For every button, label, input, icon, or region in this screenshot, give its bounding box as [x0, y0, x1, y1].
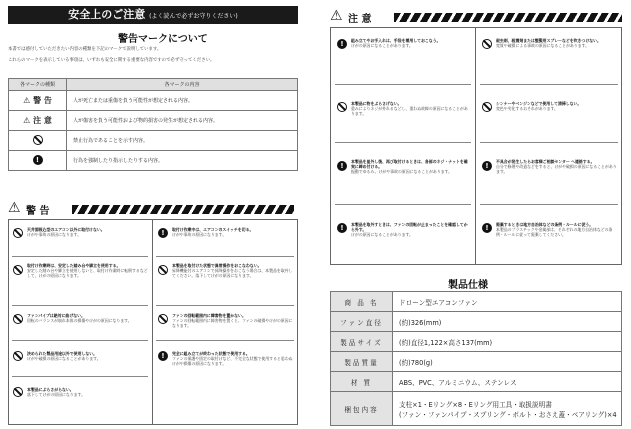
prohibition-icon [13, 387, 23, 397]
mark-caution: ⚠ 注 意 [9, 111, 67, 131]
caution-item: 不具合が発生したらお客様ご相談センター へ連絡する。 自分で修理や改造などをすると、けがや破損の原因になることがあります。 [496, 159, 617, 174]
warning-item: 取付け作業中は、エアコンのスイッチを切る。 けがや事故の原因になります。 [172, 227, 254, 237]
prohibition-icon [158, 314, 168, 324]
mark-warning: ⚠ 警 告 [9, 91, 67, 111]
spec-row: 材 質 ABS、PVC、アルミニウム、ステンレス [331, 372, 622, 392]
divider [335, 84, 471, 85]
mark-prohibition [9, 131, 67, 151]
warning-item: 完全に組み立てが終わった状態で使用する。 ファンの保護や固定の取付けなど、不完全な状態で使用すると思わぬけがや損傷の原因になります。 [172, 351, 293, 366]
mark-mandatory [9, 151, 67, 171]
divider [156, 340, 294, 341]
prohibition-icon [482, 39, 492, 49]
divider [12, 256, 148, 257]
mandatory-icon: ! [482, 223, 492, 233]
divider [12, 340, 148, 341]
divider [156, 305, 294, 306]
warning-item: 本製品を取付けた状態で異常操作をおこなわない。 昇降機能付のエアコンで昇降操作をおこなう場合は、本製品を取外してください。落下してけがの原因になります。 [172, 263, 293, 278]
spec-row: 製品質量 (約)780(g) [331, 352, 622, 372]
marks-intro-1: 本書では感付していただきたい内容の種類を下記のマークで説明しています。 [8, 47, 162, 52]
mark-warning-text: 人が死亡または重傷を負う可能性が想定される内容。 [67, 91, 298, 111]
spec-row: ファン直径 (約)326(mm) [331, 312, 622, 332]
prohibition-icon [13, 228, 23, 238]
divider [480, 204, 618, 205]
divider [12, 305, 148, 306]
divider [12, 376, 148, 377]
spec-row: 商 品 名 ドローン型エアコンファン [331, 292, 622, 312]
warning-triangle-icon: ⚠ [330, 8, 343, 24]
mandatory-icon: ! [158, 351, 168, 361]
warning-triangle-icon: ⚠ [23, 116, 31, 125]
spec-row: 梱包内容 支柱×1・Eリング×8・Eリング用工具・取扱説明書 (ファン・ファンパイプ・スプリング・ボルト・おさえ蓋・ベアリング)×4 [331, 392, 622, 426]
mandatory-icon: ! [337, 39, 347, 49]
prohibition-icon [33, 135, 43, 145]
warning-item: 天井面吸込型のエアコン以外に取付けない。 けがや事故の原因になります。 [27, 227, 105, 237]
caution-item: 殺虫剤、殺菌剤または整髪用スプレーなどを吹きつけない。 変質や破損による事故の原因になることがあります。 [496, 38, 601, 48]
mandatory-icon: ! [337, 161, 347, 171]
prohibition-icon [13, 265, 23, 275]
mandatory-icon: ! [33, 155, 43, 165]
divider [156, 256, 294, 257]
spec-row: 製品サイズ (約)直径1,122×高さ137(mm) [331, 332, 622, 352]
spec-table [330, 291, 622, 426]
safety-title-bar [8, 6, 298, 24]
warning-item: ファンの回転範囲内に障害物を置かない。 ファンの回転範囲内に障害物を置くと、ファンの破損やけがの原因になります。 [172, 313, 293, 328]
marks-intro-2: これらのマークを表示している事項は、いずれも安全に関する重要な内容ですので必ず守ってください。 [8, 58, 215, 63]
caution-item: シンナーやベンジンなどで使用して清掃しない。 変色や劣化するおそれがあります。 [496, 101, 582, 111]
caution-heading: 注 意 [348, 14, 372, 25]
caution-stripe [394, 13, 622, 22]
col-mark: 各マークの種類 [9, 79, 67, 91]
prohibition-icon [13, 351, 23, 361]
caution-item: 本製品を星外し後、再び取付けるときは、各部のネジ・ナットを確実に締め付ける。 振動でゆるみ、けがや事故の原因になることがあります。 [351, 159, 468, 174]
mandatory-icon: ! [158, 228, 168, 238]
warning-triangle-icon: ⚠ [8, 200, 21, 216]
col-desc: 各マークの内容 [67, 79, 298, 91]
caution-item: 廃棄するときは地方自治体などの条例・ルールに従う。 本製品のプラスチックや金属部は、それぞれの地方自治体などの条例・ルールに従って廃棄してください。 [496, 222, 613, 237]
mark-caution-text: 人が傷害を負う可能性および物的損害の発生が想定される内容。 [67, 111, 298, 131]
prohibition-icon [337, 102, 347, 112]
divider [480, 142, 618, 143]
prohibition-icon [158, 265, 168, 275]
prohibition-icon [13, 314, 23, 324]
warning-item: ファンパイプは絶対に曲げない。 回転のバランスが崩れ本体の損傷やけがの原因になります。 [27, 313, 132, 323]
mark-prohibition-text: 禁止行為であることを示す内容。 [67, 131, 298, 151]
caution-item: 組み立てやお手入れは、手袋を着用しておこなう。 けがの原因になることがあります。 [351, 38, 441, 48]
marks-table [8, 78, 298, 171]
caution-item: 本製品に物をぶらさげない。 重みによりネジが外れるなどし、重わぬ故障の原因になることがあります。 [351, 101, 468, 116]
warning-item: 決められた製品用途以外で使用しない。 けがや破損の原因になることがあります。 [27, 351, 101, 361]
spec-heading: 製品仕様 [448, 280, 488, 291]
safety-title: 安全上のご注意 [68, 8, 146, 21]
divider [335, 142, 471, 143]
mandatory-icon: ! [337, 223, 347, 233]
warning-heading: 警 告 [26, 206, 50, 217]
prohibition-icon [482, 102, 492, 112]
warning-triangle-icon: ⚠ [23, 96, 31, 105]
warning-item: 取付け作業時は、安定した踏み台や脚立を使用する。 安定した踏み台や脚立を使用しないと、取付け作業時に転倒するなどして、けがの原因になります。 [27, 263, 148, 278]
caution-divider [475, 27, 476, 265]
mandatory-icon: ! [482, 161, 492, 171]
warning-item: 本製品にぶらさがらない。 落下してけがの原因になります。 [27, 387, 86, 397]
warning-stripe [72, 205, 294, 214]
divider [480, 84, 618, 85]
warning-divider [152, 219, 153, 425]
marks-heading: 警告マークについて [118, 34, 208, 45]
divider [335, 204, 471, 205]
mark-mandatory-text: 行為を強制したり指示したりする内容。 [67, 151, 298, 171]
caution-item: 本製品を取外すときは、ファンの回転が止まったことを確認してから外す。 けがの原因になることがあります。 [351, 222, 468, 237]
safety-title-note: (よく読んで必ずお守りください) [149, 13, 238, 20]
